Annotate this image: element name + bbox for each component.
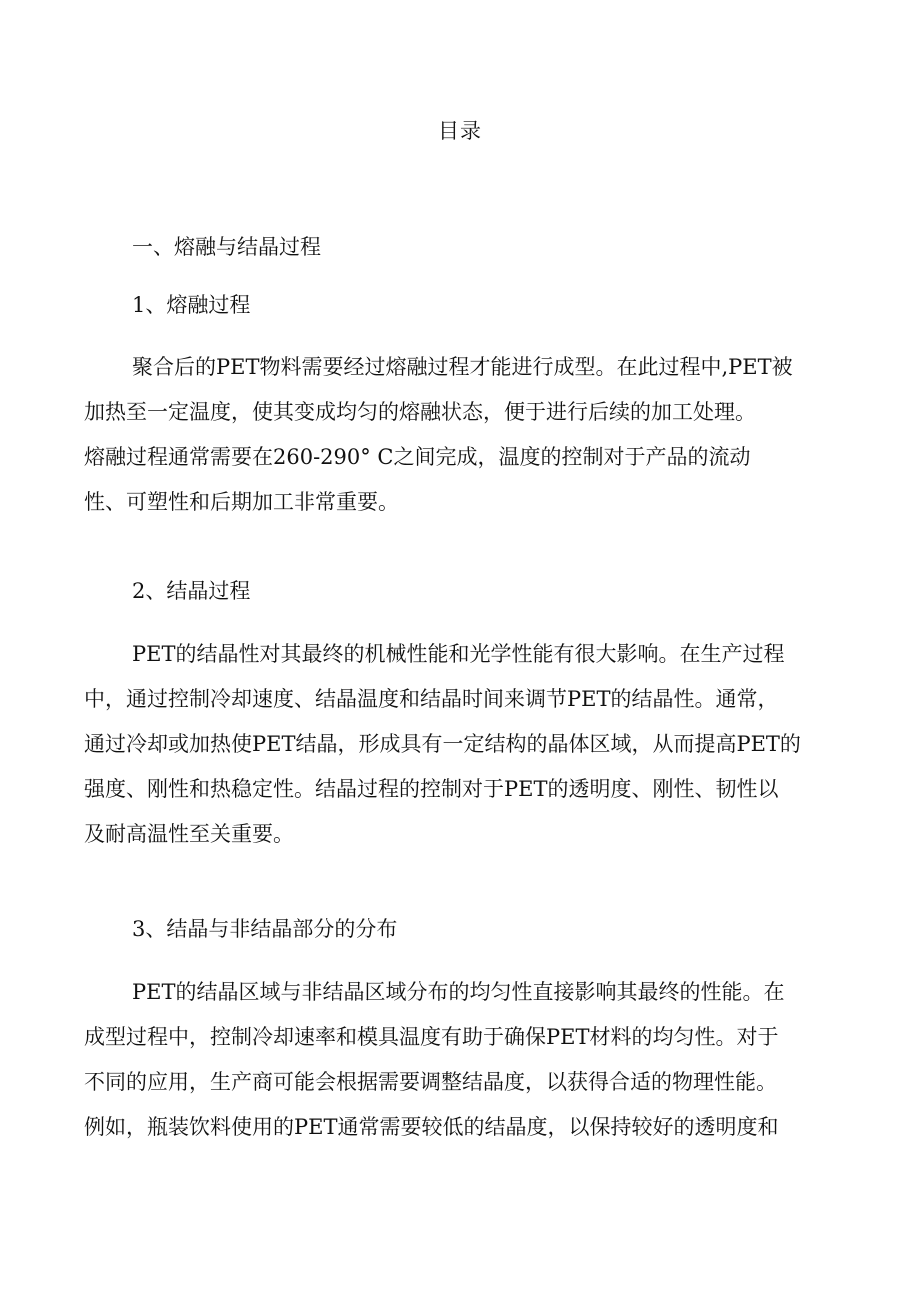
paragraph-line: 成型过程中，控制冷却速率和模具温度有助于确保PET材料的均匀性。对于 (84, 1025, 779, 1049)
paragraph-line: 加热至一定温度，使其变成均匀的熔融状态，便于进行后续的加工处理。 (84, 400, 756, 424)
paragraph-line: PET的结晶性对其最终的机械性能和光学性能有很大影响。在生产过程 (132, 642, 785, 666)
paragraph-distribution (84, 970, 844, 1150)
paragraph-line: 熔融过程通常需要在260-290° C之间完成，温度的控制对于产品的流动 (84, 445, 751, 469)
paragraph-line: 通过冷却或加热使PET结晶，形成具有一定结构的晶体区域，从而提高PET的 (84, 732, 801, 756)
paragraph-melting (84, 345, 844, 525)
subsection-heading-1-1: 1、熔融过程 (132, 293, 251, 317)
paragraph-line: 例如，瓶装饮料使用的PET通常需要较低的结晶度，以保持较好的透明度和 (84, 1115, 779, 1139)
toc-title: 目录 (438, 119, 482, 143)
section-heading-1: 一、熔融与结晶过程 (132, 235, 321, 259)
paragraph-crystallization (84, 632, 844, 857)
paragraph-line: 中，通过控制冷却速度、结晶温度和结晶时间来调节PET的结晶性。通常， (84, 687, 779, 711)
paragraph-line: 及耐高温性至关重要。 (84, 822, 294, 846)
paragraph-line: 不同的应用，生产商可能会根据需要调整结晶度，以获得合适的物理性能。 (84, 1070, 777, 1094)
paragraph-line: 性、可塑性和后期加工非常重要。 (84, 490, 399, 514)
paragraph-line: 强度、刚性和热稳定性。结晶过程的控制对于PET的透明度、刚性、韧性以 (84, 777, 779, 801)
paragraph-line: PET的结晶区域与非结晶区域分布的均匀性直接影响其最终的性能。在 (132, 980, 785, 1004)
paragraph-line: 聚合后的PET物料需要经过熔融过程才能进行成型。在此过程中,PET被 (132, 355, 793, 379)
subsection-heading-1-3: 3、结晶与非结晶部分的分布 (132, 917, 398, 941)
subsection-heading-1-2: 2、结晶过程 (132, 579, 251, 603)
